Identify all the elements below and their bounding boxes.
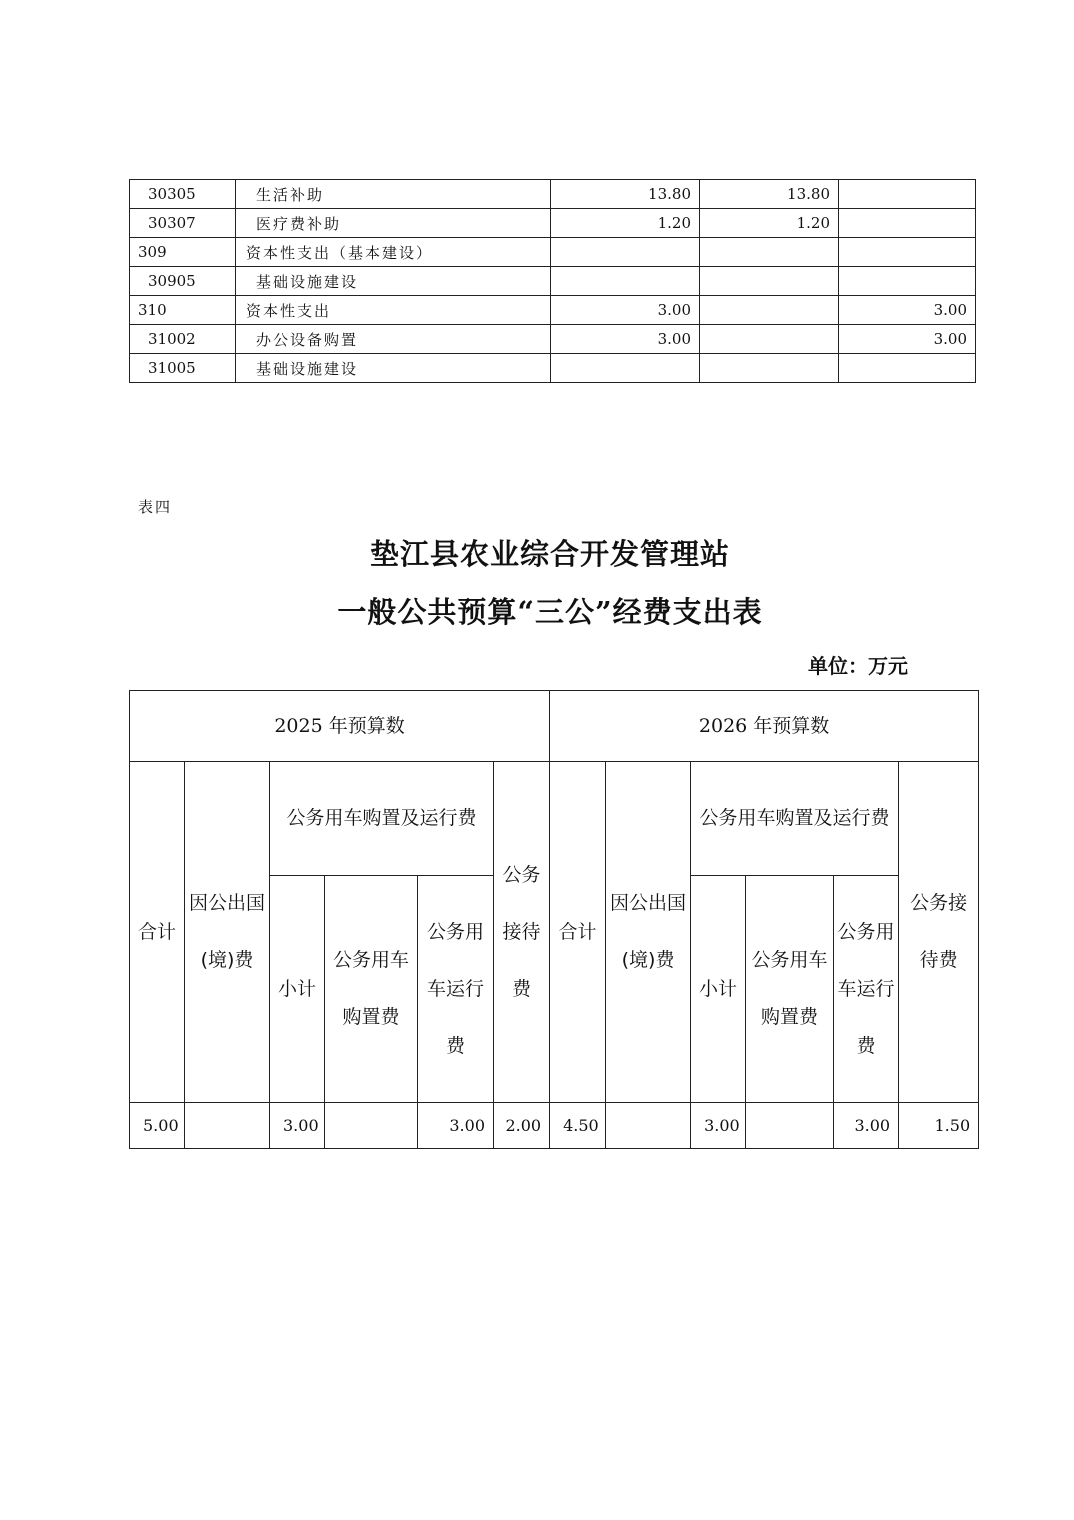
vehicle-purchase-header-2026: 公务用车购置费 bbox=[746, 876, 834, 1103]
table-row bbox=[130, 180, 976, 209]
row-name: 办公设备购置 bbox=[236, 325, 551, 354]
reception-header-2026: 公务接待费 bbox=[899, 762, 979, 1103]
page-subtitle: 一般公共预算“三公”经费支出表 bbox=[337, 595, 763, 629]
row-code: 30305 bbox=[130, 180, 236, 209]
reception-2025: 2.00 bbox=[494, 1103, 550, 1149]
row-total: 3.00 bbox=[551, 296, 700, 325]
table-row bbox=[130, 325, 976, 354]
vehicle-operation-header-2025: 公务用车运行费 bbox=[418, 876, 494, 1103]
vehicle-purchase-2026 bbox=[746, 1103, 834, 1149]
total-2025: 5.00 bbox=[130, 1103, 185, 1149]
total-2026: 4.50 bbox=[550, 1103, 606, 1149]
vehicle-purchase-header-2025: 公务用车购置费 bbox=[325, 876, 418, 1103]
table-row bbox=[130, 238, 976, 267]
row-basic bbox=[700, 267, 839, 296]
row-basic bbox=[700, 325, 839, 354]
subtotal-2025: 3.00 bbox=[270, 1103, 325, 1149]
row-project bbox=[839, 209, 976, 238]
page-title: 垫江县农业综合开发管理站 bbox=[369, 537, 730, 571]
budget-table-continued bbox=[129, 179, 976, 383]
row-code: 31005 bbox=[130, 354, 236, 383]
row-total: 3.00 bbox=[551, 325, 700, 354]
row-basic bbox=[700, 238, 839, 267]
row-project bbox=[839, 354, 976, 383]
row-project bbox=[839, 180, 976, 209]
subtotal-header-2025: 小计 bbox=[270, 876, 325, 1103]
overseas-header-2026: 因公出国(境)费 bbox=[606, 762, 691, 1103]
row-basic bbox=[700, 354, 839, 383]
table-row bbox=[130, 267, 976, 296]
vehicle-purchase-2025 bbox=[325, 1103, 418, 1149]
vehicle-operation-2025: 3.00 bbox=[418, 1103, 494, 1149]
table-label: 表四 bbox=[138, 498, 173, 516]
row-total: 13.80 bbox=[551, 180, 700, 209]
row-total: 1.20 bbox=[551, 209, 700, 238]
vehicle-group-header-2025: 公务用车购置及运行费 bbox=[270, 762, 494, 876]
row-code: 31002 bbox=[130, 325, 236, 354]
row-total bbox=[551, 354, 700, 383]
reception-2026: 1.50 bbox=[899, 1103, 979, 1149]
row-project bbox=[839, 238, 976, 267]
vehicle-operation-header-2026: 公务用车运行费 bbox=[834, 876, 899, 1103]
row-name: 资本性支出（基本建设） bbox=[236, 238, 551, 267]
table-row bbox=[130, 354, 976, 383]
subtotal-2026: 3.00 bbox=[691, 1103, 746, 1149]
row-name: 资本性支出 bbox=[236, 296, 551, 325]
vehicle-operation-2026: 3.00 bbox=[834, 1103, 899, 1149]
vehicle-group-header-2026: 公务用车购置及运行费 bbox=[691, 762, 899, 876]
row-basic: 1.20 bbox=[700, 209, 839, 238]
table-row bbox=[130, 1103, 979, 1149]
unit-label: 单位：万元 bbox=[808, 654, 908, 678]
total-header-2026: 合计 bbox=[550, 762, 606, 1103]
row-code: 30307 bbox=[130, 209, 236, 238]
row-project: 3.00 bbox=[839, 296, 976, 325]
year-2025-header: 2025 年预算数 bbox=[130, 691, 550, 762]
table-row bbox=[130, 296, 976, 325]
row-code: 309 bbox=[130, 238, 236, 267]
row-name: 基础设施建设 bbox=[236, 267, 551, 296]
overseas-2026 bbox=[606, 1103, 691, 1149]
total-header-2025: 合计 bbox=[130, 762, 185, 1103]
row-basic bbox=[700, 296, 839, 325]
reception-header-2025: 公务接待费 bbox=[494, 762, 550, 1103]
row-total bbox=[551, 238, 700, 267]
row-project bbox=[839, 267, 976, 296]
row-code: 310 bbox=[130, 296, 236, 325]
row-name: 基础设施建设 bbox=[236, 354, 551, 383]
row-total bbox=[551, 267, 700, 296]
year-2026-header: 2026 年预算数 bbox=[550, 691, 979, 762]
row-code: 30905 bbox=[130, 267, 236, 296]
row-project: 3.00 bbox=[839, 325, 976, 354]
subtotal-header-2026: 小计 bbox=[691, 876, 746, 1103]
row-name: 医疗费补助 bbox=[236, 209, 551, 238]
overseas-2025 bbox=[185, 1103, 270, 1149]
three-public-expenditure-table bbox=[129, 690, 979, 1149]
overseas-header-2025: 因公出国(境)费 bbox=[185, 762, 270, 1103]
table-row bbox=[130, 209, 976, 238]
row-name: 生活补助 bbox=[236, 180, 551, 209]
row-basic: 13.80 bbox=[700, 180, 839, 209]
